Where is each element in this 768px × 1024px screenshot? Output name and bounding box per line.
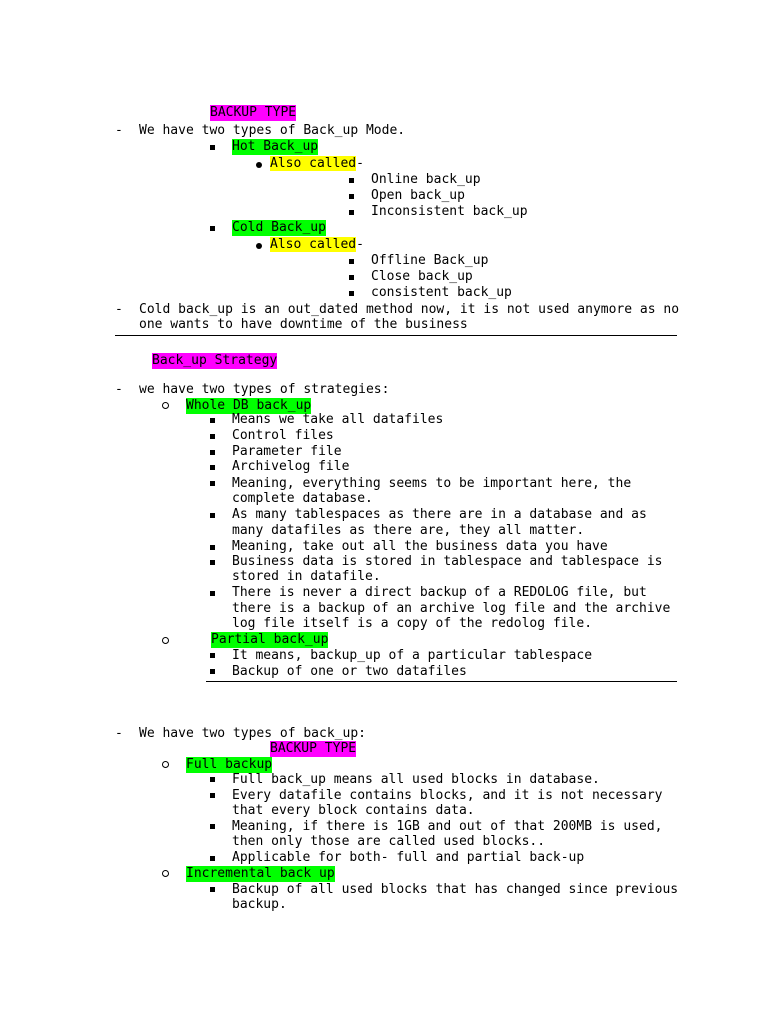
full-backup-item: Full back_up means all used blocks in database.: [232, 772, 600, 787]
cold-alias-item: Close back_up: [371, 269, 473, 284]
whole-db-item: Business data is stored in tablespace and tablespace is: [232, 554, 663, 569]
cold-also-called: Also called-: [270, 237, 364, 252]
full-backup-item: Meaning, if there is 1GB and out of that 200MB is used,: [232, 819, 663, 834]
whole-db-item-cont: log file itself is a copy of the redolog file.: [232, 616, 593, 631]
square-bullet-icon: [210, 418, 215, 423]
square-bullet-icon: [210, 560, 215, 565]
whole-db-item: Meaning, take out all the business data you have: [232, 539, 608, 554]
partial-backup-label: Partial back_up: [211, 632, 329, 647]
section-divider: [115, 335, 677, 336]
square-bullet-icon: [210, 887, 215, 892]
full-backup-item: Every datafile contains blocks, and it is not necessary: [232, 788, 663, 803]
hot-backup-label: Hot Back_up: [232, 139, 319, 154]
backup-types-intro: We have two types of back_up:: [139, 726, 366, 741]
square-bullet-icon: [210, 653, 215, 658]
full-backup-item-cont: that every block contains data.: [232, 803, 475, 818]
whole-db-item: As many tablespaces as there are in a database and as: [232, 507, 647, 522]
square-bullet-icon: [210, 481, 215, 486]
whole-db-item: There is never a direct backup of a REDOLOG file, but: [232, 585, 647, 600]
whole-db-item-cont: there is a backup of an archive log file and the archive: [232, 601, 671, 616]
whole-db-item-cont: stored in datafile.: [232, 569, 381, 584]
incremental-item: Backup of all used blocks that has changed since previous: [232, 882, 679, 897]
square-bullet-icon: [210, 591, 215, 596]
square-bullet-icon: [210, 145, 215, 150]
square-bullet-icon: [349, 178, 354, 183]
square-bullet-icon: [349, 291, 354, 296]
cold-backup-note-line: Cold back_up is an out_dated method now, it is not used anymore as no: [139, 302, 680, 317]
whole-db-item: Meaning, everything seems to be important here, the: [232, 476, 632, 491]
square-bullet-icon: [210, 856, 215, 861]
cold-backup-note-line: one wants to have downtime of the business: [139, 317, 468, 332]
backup-type-heading-2: BACKUP TYPE: [270, 741, 357, 756]
square-bullet-icon: [210, 226, 215, 231]
square-bullet-icon: [210, 434, 215, 439]
strategies-intro: we have two types of strategies:: [139, 382, 390, 397]
circle-bullet-icon: [162, 761, 169, 768]
full-backup-label: Full backup: [186, 757, 273, 772]
dash-bullet: -: [115, 123, 123, 138]
square-bullet-icon: [210, 824, 215, 829]
hot-alias-item: Inconsistent back_up: [371, 204, 528, 219]
cold-alias-item: Offline Back_up: [371, 253, 489, 268]
full-backup-item-cont: then only those are called used blocks..: [232, 834, 546, 849]
section-divider: [206, 681, 677, 682]
whole-db-item: Control files: [232, 428, 334, 443]
dash-bullet: -: [115, 302, 123, 317]
dash-bullet: -: [115, 382, 123, 397]
whole-db-item: Archivelog file: [232, 459, 350, 474]
incremental-item-cont: backup.: [232, 897, 287, 912]
square-bullet-icon: [210, 465, 215, 470]
incremental-backup-label: Incremental back up: [186, 866, 335, 881]
square-bullet-icon: [210, 777, 215, 782]
hot-alias-item: Open back_up: [371, 188, 465, 203]
circle-bullet-icon: [162, 402, 169, 409]
square-bullet-icon: [349, 259, 354, 264]
whole-db-item: Parameter file: [232, 444, 342, 459]
circle-bullet-icon: [162, 870, 169, 877]
dash-bullet: -: [115, 726, 123, 741]
hot-alias-item: Online back_up: [371, 172, 481, 187]
backup-strategy-heading: Back_up Strategy: [152, 353, 278, 368]
square-bullet-icon: [210, 450, 215, 455]
cold-alias-item: consistent back_up: [371, 285, 512, 300]
whole-db-backup-label: Whole DB back_up: [186, 398, 312, 413]
hot-also-called: Also called-: [270, 156, 364, 171]
full-backup-item: Applicable for both- full and partial back-up: [232, 850, 585, 865]
whole-db-item: Means we take all datafiles: [232, 412, 444, 427]
square-bullet-icon: [210, 545, 215, 550]
backup-mode-intro: We have two types of Back_up Mode.: [139, 123, 406, 138]
cold-backup-label: Cold Back_up: [232, 220, 326, 235]
whole-db-item-cont: complete database.: [232, 491, 373, 506]
partial-item: It means, backup_up of a particular tablespace: [232, 648, 593, 663]
square-bullet-icon: [210, 513, 215, 518]
circle-bullet-icon: [162, 637, 169, 644]
partial-item: Backup of one or two datafiles: [232, 664, 467, 679]
square-bullet-icon: [349, 210, 354, 215]
square-bullet-icon: [210, 793, 215, 798]
disc-bullet-icon: [256, 243, 262, 249]
disc-bullet-icon: [256, 162, 262, 168]
square-bullet-icon: [349, 275, 354, 280]
square-bullet-icon: [210, 669, 215, 674]
square-bullet-icon: [349, 194, 354, 199]
backup-type-heading: BACKUP TYPE: [210, 105, 297, 120]
whole-db-item-cont: many datafiles as there are, they all matter.: [232, 523, 585, 538]
